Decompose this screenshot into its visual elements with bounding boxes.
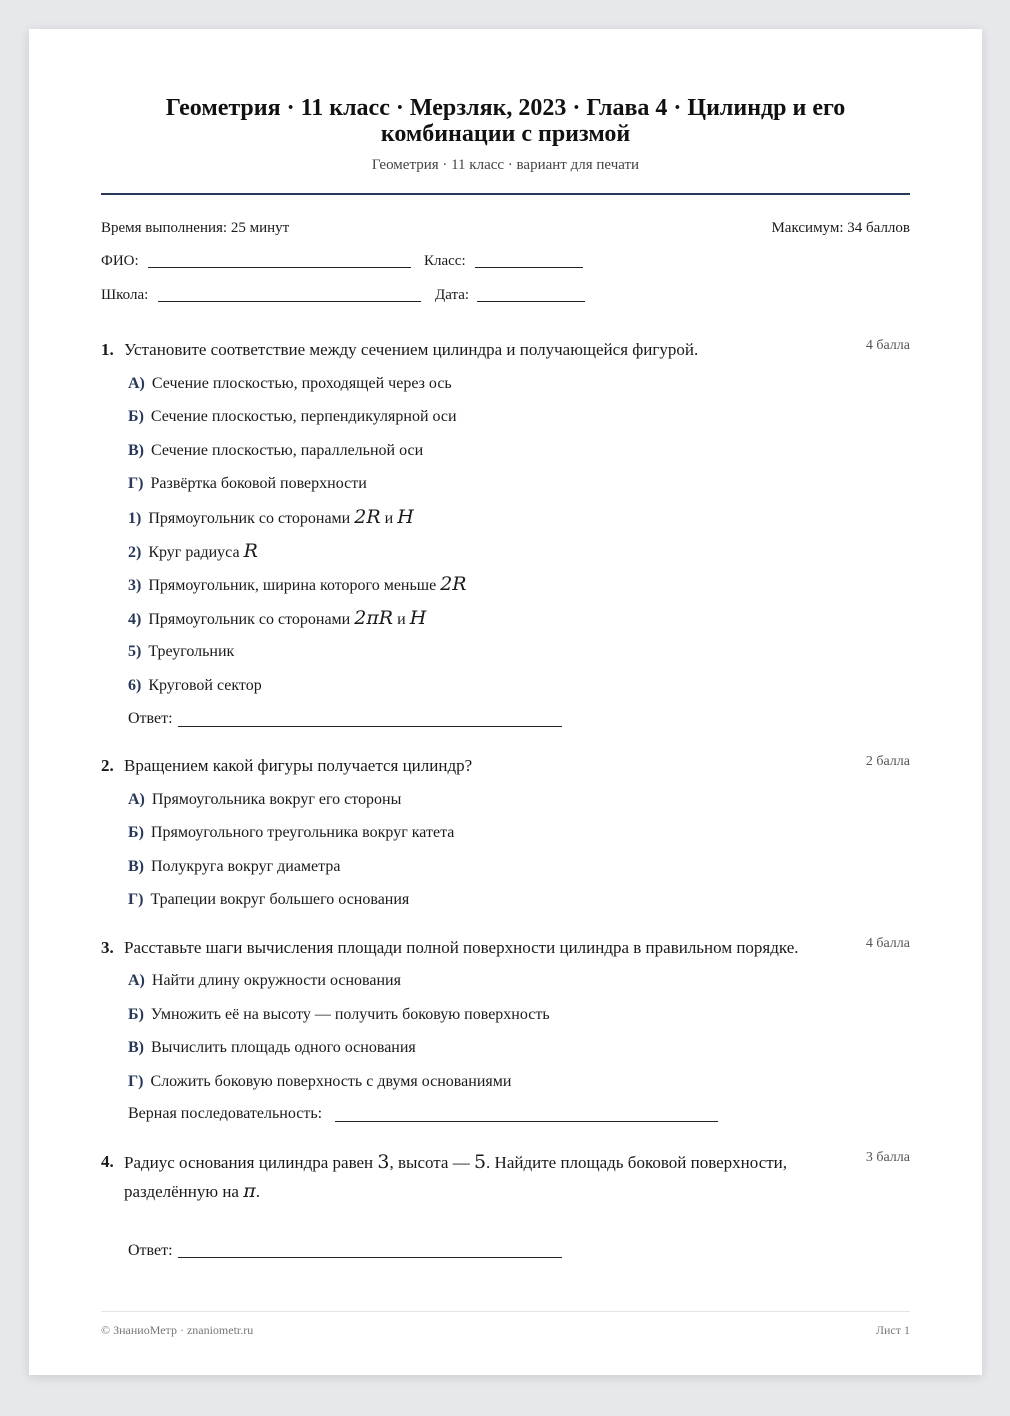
max-score: Максимум: 34 баллов: [771, 220, 910, 236]
class-field[interactable]: [475, 267, 583, 268]
math-expression: R: [243, 540, 258, 562]
option-d: [128, 1072, 511, 1092]
match-1: [128, 507, 414, 529]
option-text: Трапеции вокруг большего основания: [150, 891, 410, 908]
school-label: Школа:: [101, 287, 149, 303]
option-a: [128, 790, 401, 810]
option-text: Полукруга вокруг диаметра: [151, 858, 341, 875]
fio-field[interactable]: [148, 267, 411, 268]
answer-label: Ответ:: [128, 1242, 173, 1259]
time-limit: Время выполнения: 25 минут: [101, 220, 290, 236]
option-text: Развёртка боковой поверхности: [150, 475, 367, 492]
title-line-2: комбинации с призмой: [380, 121, 631, 147]
footer-divider: [101, 1311, 910, 1312]
option-key: Г): [128, 1073, 144, 1090]
text-part: разделённую на: [124, 1182, 239, 1201]
option-text: Сечение плоскостью, проходящей через ось: [151, 375, 452, 392]
option-c: [128, 857, 340, 877]
question-points: 2 балла: [865, 754, 910, 769]
question-points: 4 балла: [865, 338, 910, 353]
match-key: 4): [128, 611, 142, 628]
math-expression: 3: [377, 1151, 390, 1173]
footer-copyright: © ЗнаниоМетр · znaniometr.ru: [101, 1323, 254, 1337]
option-key: Б): [128, 408, 144, 425]
title-line-1: Геометрия · 11 класс · Мерзляк, 2023 · Глава 4 · Цилиндр и его: [165, 95, 846, 121]
question-number: 1.: [101, 340, 114, 359]
match-text: Прямоугольник со сторонами: [148, 510, 351, 527]
answer-field[interactable]: [178, 1257, 562, 1258]
match-key: 2): [128, 544, 142, 561]
option-text: Прямоугольного треугольника вокруг катета: [150, 824, 455, 841]
option-key: Г): [128, 891, 144, 908]
option-key: В): [128, 858, 144, 875]
match-4: [128, 608, 426, 630]
school-field[interactable]: [158, 301, 421, 302]
match-key: 1): [128, 510, 142, 527]
page-subtitle: Геометрия · 11 класс · вариант для печати: [371, 157, 640, 173]
meta-row: [101, 219, 910, 237]
match-3: [128, 574, 467, 596]
match-conjunction: и: [397, 611, 406, 628]
worksheet-page: [29, 29, 982, 1375]
footer-page-number: Лист 1: [875, 1323, 910, 1337]
match-2: [128, 541, 258, 563]
date-label: Дата:: [435, 287, 470, 303]
option-text: Прямоугольника вокруг его стороны: [151, 791, 402, 808]
option-b: [128, 1005, 550, 1025]
option-a: [128, 971, 401, 991]
match-text: Круговой сектор: [148, 677, 262, 694]
option-text: Найти длину окружности основания: [151, 972, 401, 989]
option-text: Вычислить площадь одного основания: [151, 1039, 416, 1056]
question-number: 3.: [101, 938, 114, 957]
option-key: А): [128, 972, 145, 989]
option-text: Сечение плоскостью, перпендикулярной оси: [150, 408, 457, 425]
option-text: Сложить боковую поверхность с двумя основаниями: [150, 1073, 512, 1090]
option-d: [128, 474, 367, 494]
header-divider: [101, 193, 910, 195]
math-expression: 5: [473, 1151, 487, 1173]
answer-label: Ответ:: [128, 710, 173, 727]
text-part: Радиус основания цилиндра равен: [124, 1153, 374, 1172]
sequence-field[interactable]: [335, 1121, 718, 1122]
option-key: Г): [128, 475, 144, 492]
match-conjunction: и: [384, 510, 394, 527]
match-key: 3): [128, 577, 142, 594]
option-key: А): [128, 375, 145, 392]
option-c: [128, 441, 423, 461]
option-c: [128, 1038, 416, 1058]
math-expression: 2R: [440, 573, 467, 595]
option-key: Б): [128, 824, 144, 841]
match-text: Прямоугольник, ширина которого меньше: [148, 577, 437, 594]
option-text: Умножить её на высоту — получить боковую поверхность: [150, 1006, 550, 1023]
question-points: 4 балла: [865, 936, 910, 951]
match-5: [128, 642, 234, 662]
question-text: [124, 1148, 840, 1206]
option-a: [128, 374, 452, 394]
option-d: [128, 890, 409, 910]
math-expression: H: [397, 506, 414, 528]
option-key: Б): [128, 1006, 144, 1023]
class-label: Класс:: [424, 253, 466, 269]
option-key: А): [128, 791, 145, 808]
option-key: В): [128, 1039, 144, 1056]
match-key: 6): [128, 677, 142, 694]
fio-label: ФИО:: [101, 253, 139, 269]
match-text: Круг радиуса: [148, 544, 240, 561]
option-key: В): [128, 442, 144, 459]
question-text: Установите соответствие между сечением цилиндра и получающейся фигурой.: [124, 340, 699, 359]
question-number: 4.: [101, 1152, 114, 1171]
question-points: 3 балла: [865, 1150, 910, 1165]
text-part: , высота —: [389, 1153, 470, 1172]
answer-field[interactable]: [178, 726, 562, 727]
math-expression: π: [243, 1180, 256, 1202]
match-text: Прямоугольник со сторонами: [148, 611, 351, 628]
question-text: Вращением какой фигуры получается цилиндр?: [124, 756, 473, 775]
match-text: Треугольник: [148, 643, 235, 660]
math-expression: H: [409, 607, 427, 629]
text-part: . Найдите площадь боковой поверхности,: [486, 1153, 788, 1172]
page-title: [101, 95, 910, 147]
date-field[interactable]: [477, 301, 585, 302]
option-b: [128, 407, 457, 427]
question-number: 2.: [101, 756, 114, 775]
math-expression: 2R: [354, 506, 381, 528]
question-text: Расставьте шаги вычисления площади полной поверхности цилиндра в правильном порядке.: [124, 938, 799, 957]
text-part: .: [255, 1182, 260, 1201]
match-key: 5): [128, 643, 142, 660]
math-expression: 2πR: [354, 607, 394, 629]
option-b: [128, 823, 454, 843]
match-6: [128, 676, 262, 696]
sequence-label: Верная последовательность:: [128, 1105, 323, 1122]
option-text: Сечение плоскостью, параллельной оси: [151, 442, 424, 459]
